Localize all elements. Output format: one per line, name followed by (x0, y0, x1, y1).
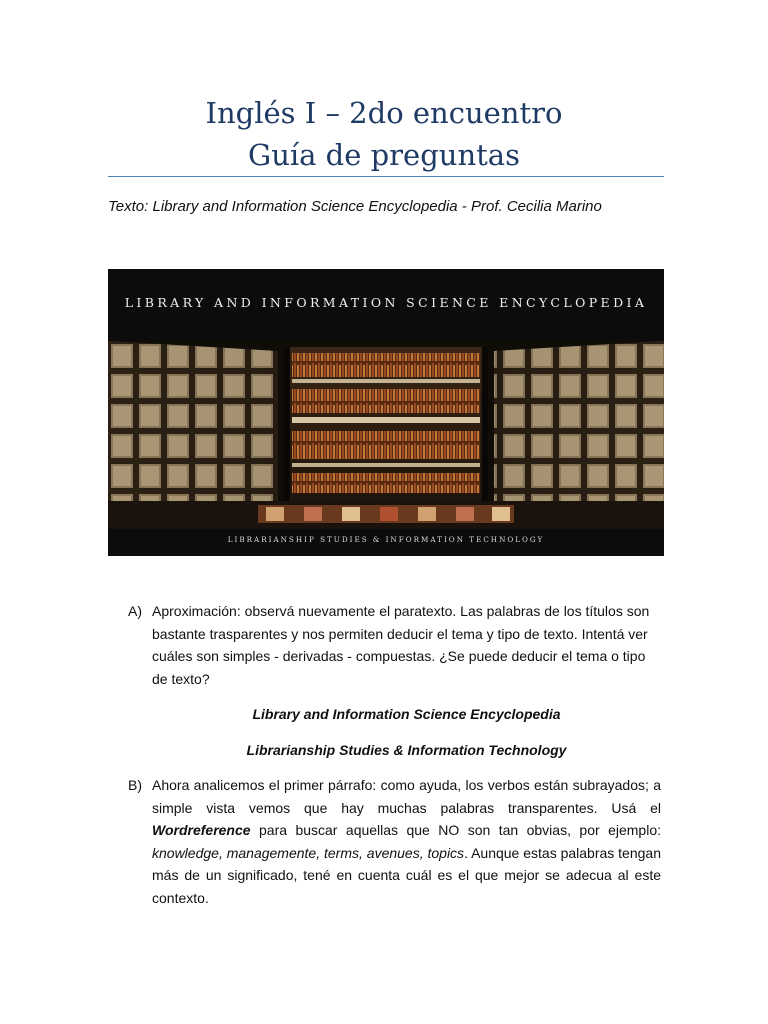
title-divider (108, 176, 664, 177)
example-words: knowledge, managemente, terms, avenues, topics (152, 844, 465, 861)
question-b-text (152, 774, 661, 909)
title-line-2: Guía de preguntas (248, 138, 520, 172)
question-b-part-3: . Aunque estas palabras tengan más de un significado, tené en cuenta cuál es el que mejor se adecua al este contexto. (152, 844, 661, 906)
question-b-part-2: para buscar aquellas que NO son tan obvias, por ejemplo: (250, 822, 661, 838)
question-list (128, 600, 661, 909)
title-line-1: Inglés I – 2do encuentro (205, 96, 563, 130)
question-b-part-1: Ahora analicemos el primer párrafo: como ayuda, los verbos están subrayados; a simple vista vemos que hay muchas palabras transparentes. Usá el (152, 777, 661, 816)
library-photo (108, 341, 664, 529)
question-b-label: B) (128, 777, 142, 793)
source-line: Texto: Library and Information Science Encyclopedia - Prof. Cecilia Marino (108, 198, 602, 215)
question-a (128, 600, 661, 690)
question-a-text: Aproximación: observá nuevamente el paratexto. Las palabras de los títulos son bastante trasparentes y nos permiten deducir el tema y tipo de texto. Intentá ver cuáles son simples - derivadas - compuestas. ¿Se puede deducir el tema o tipo de texto? (152, 603, 650, 687)
centered-title-2: Librarianship Studies & Information Technology (246, 741, 567, 758)
question-a-label: A) (128, 603, 142, 619)
wordreference-term: Wordreference (152, 822, 251, 838)
banner-subtitle: LIBRARIANSHIP STUDIES & INFORMATION TECHNOLOGY (227, 535, 545, 544)
encyclopedia-banner (108, 269, 664, 556)
question-b (128, 774, 661, 909)
document-title (0, 92, 768, 176)
centered-title-1: Library and Information Science Encyclopedia (252, 706, 561, 722)
banner-title: LIBRARY AND INFORMATION SCIENCE ENCYCLOPEDIA (124, 295, 648, 310)
